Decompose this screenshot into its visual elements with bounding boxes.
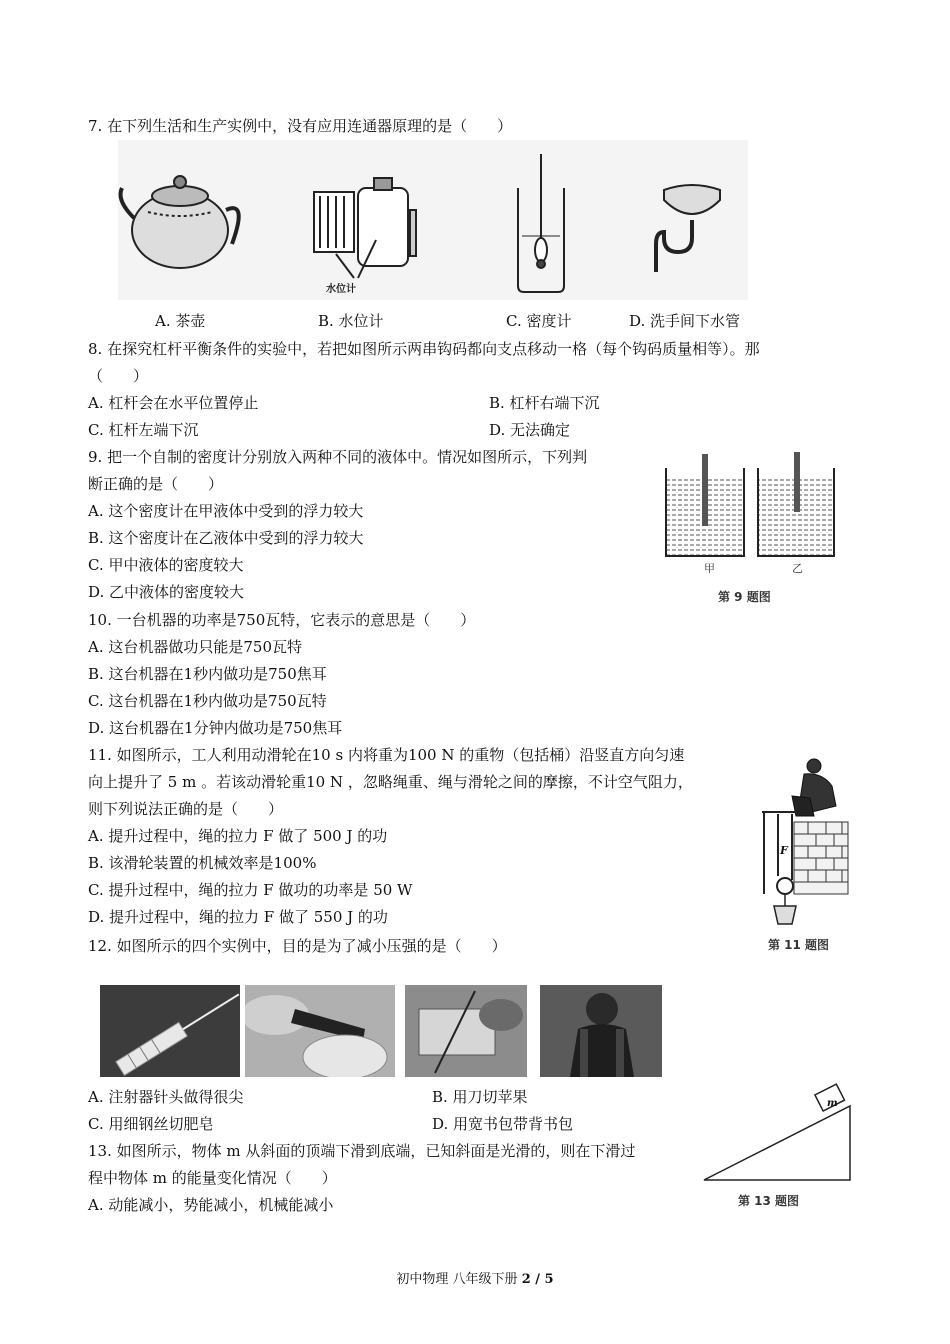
q8-option-b: B. 杠杆右端下沉 bbox=[489, 394, 600, 412]
q13-stem-line2: 程中物体 m 的能量变化情况（ ） bbox=[88, 1169, 337, 1187]
q12-option-a: A. 注射器针头做得很尖 bbox=[88, 1088, 244, 1106]
q7-option-c: C. 密度计 bbox=[506, 312, 572, 330]
q7-figures bbox=[118, 140, 748, 300]
beaker-jia bbox=[666, 454, 744, 556]
q9-beakers-figure bbox=[660, 448, 840, 578]
photo-schoolbag bbox=[540, 985, 662, 1077]
q9-stem-line1: 9. 把一个自制的密度计分别放入两种不同的液体中。情况如图所示，下列判 bbox=[88, 448, 588, 466]
q11-option-b: B. 该滑轮装置的机械效率是100% bbox=[88, 854, 317, 872]
q10-option-a: A. 这台机器做功只能是750瓦特 bbox=[88, 638, 303, 656]
q8-option-c: C. 杠杆左端下沉 bbox=[88, 421, 199, 439]
q7-stem: 7. 在下列生活和生产实例中，没有应用连通器原理的是（ ） bbox=[88, 117, 513, 135]
beaker-yi bbox=[758, 452, 834, 556]
q12-option-c: C. 用细钢丝切肥皂 bbox=[88, 1115, 214, 1133]
photo-wire-soap bbox=[405, 985, 527, 1077]
q10-option-d: D. 这台机器在1分钟内做功是750焦耳 bbox=[88, 719, 343, 737]
q9-caption: 第 9 题图 bbox=[718, 590, 771, 604]
brick-wall bbox=[794, 822, 848, 894]
q13-incline-figure bbox=[700, 1080, 860, 1184]
q11-option-a: A. 提升过程中，绳的拉力 F 做了 500 J 的功 bbox=[88, 827, 388, 845]
block-m-label: m bbox=[827, 1098, 838, 1109]
q8-option-d: D. 无法确定 bbox=[489, 421, 571, 439]
q9-option-d: D. 乙中液体的密度较大 bbox=[88, 583, 245, 601]
photo-knife-apple bbox=[245, 985, 395, 1077]
q11-option-c: C. 提升过程中，绳的拉力 F 做功的功率是 50 W bbox=[88, 881, 413, 899]
q11-option-d: D. 提升过程中，绳的拉力 F 做了 550 J 的功 bbox=[88, 908, 388, 926]
q9-option-a: A. 这个密度计在甲液体中受到的浮力较大 bbox=[88, 502, 364, 520]
q11-pulley-figure bbox=[752, 756, 852, 934]
q9-option-b: B. 这个密度计在乙液体中受到的浮力较大 bbox=[88, 529, 364, 547]
q10-option-b: B. 这台机器在1秒内做功是750焦耳 bbox=[88, 665, 327, 683]
page-number: 2 / 5 bbox=[521, 1272, 554, 1287]
q13-option-a: A. 动能减小，势能减小，机械能减小 bbox=[88, 1196, 334, 1214]
worker bbox=[792, 759, 836, 816]
beaker-label-yi: 乙 bbox=[792, 562, 803, 575]
q10-stem: 10. 一台机器的功率是750瓦特，它表示的意思是（ ） bbox=[88, 611, 476, 629]
q8-stem-line1: 8. 在探究杠杆平衡条件的实验中，若把如图所示两串钩码都向支点移动一格（每个钩码质量相等）。那 bbox=[88, 340, 760, 358]
q11-caption: 第 11 题图 bbox=[768, 938, 830, 952]
q9-option-c: C. 甲中液体的密度较大 bbox=[88, 556, 244, 574]
q9-stem-line2: 断正确的是（ ） bbox=[88, 475, 224, 493]
q12-stem: 12. 如图所示的四个实例中，目的是为了减小压强的是（ ） bbox=[88, 937, 507, 955]
q8-stem-line2: （ ） bbox=[88, 367, 149, 385]
beaker-label-jia: 甲 bbox=[704, 562, 715, 575]
photo-syringe bbox=[100, 985, 240, 1077]
water-gauge-label: 水位计 bbox=[326, 284, 356, 295]
footer-text: 初中物理 八年级下册 bbox=[396, 1272, 522, 1287]
q13-stem-line1: 13. 如图所示，物体 m 从斜面的顶端下滑到底端，已知斜面是光滑的，则在下滑过 bbox=[88, 1142, 636, 1160]
q11-stem-line1: 11. 如图所示，工人利用动滑轮在10 s 内将重为100 N 的重物（包括桶）沿竖直方向匀速 bbox=[88, 746, 685, 764]
q11-stem-line3: 则下列说法正确的是（ ） bbox=[88, 800, 284, 818]
q12-option-d: D. 用宽书包带背书包 bbox=[432, 1115, 574, 1133]
q13-caption: 第 13 题图 bbox=[738, 1194, 800, 1208]
q7-option-a: A. 茶壶 bbox=[155, 312, 206, 330]
q7-option-b: B. 水位计 bbox=[318, 312, 384, 330]
q7-option-d: D. 洗手间下水管 bbox=[629, 312, 741, 330]
page-footer bbox=[0, 1268, 950, 1287]
pulley bbox=[777, 878, 793, 894]
force-label: F bbox=[780, 844, 788, 857]
bucket bbox=[774, 906, 796, 924]
q10-option-c: C. 这台机器在1秒内做功是750瓦特 bbox=[88, 692, 327, 710]
q11-stem-line2: 向上提升了 5 m 。若该动滑轮重10 N ，忽略绳重、绳与滑轮之间的摩擦，不计空气阻力， bbox=[88, 773, 693, 791]
q12-option-b: B. 用刀切苹果 bbox=[432, 1088, 528, 1106]
q8-option-a: A. 杠杆会在水平位置停止 bbox=[88, 394, 259, 412]
